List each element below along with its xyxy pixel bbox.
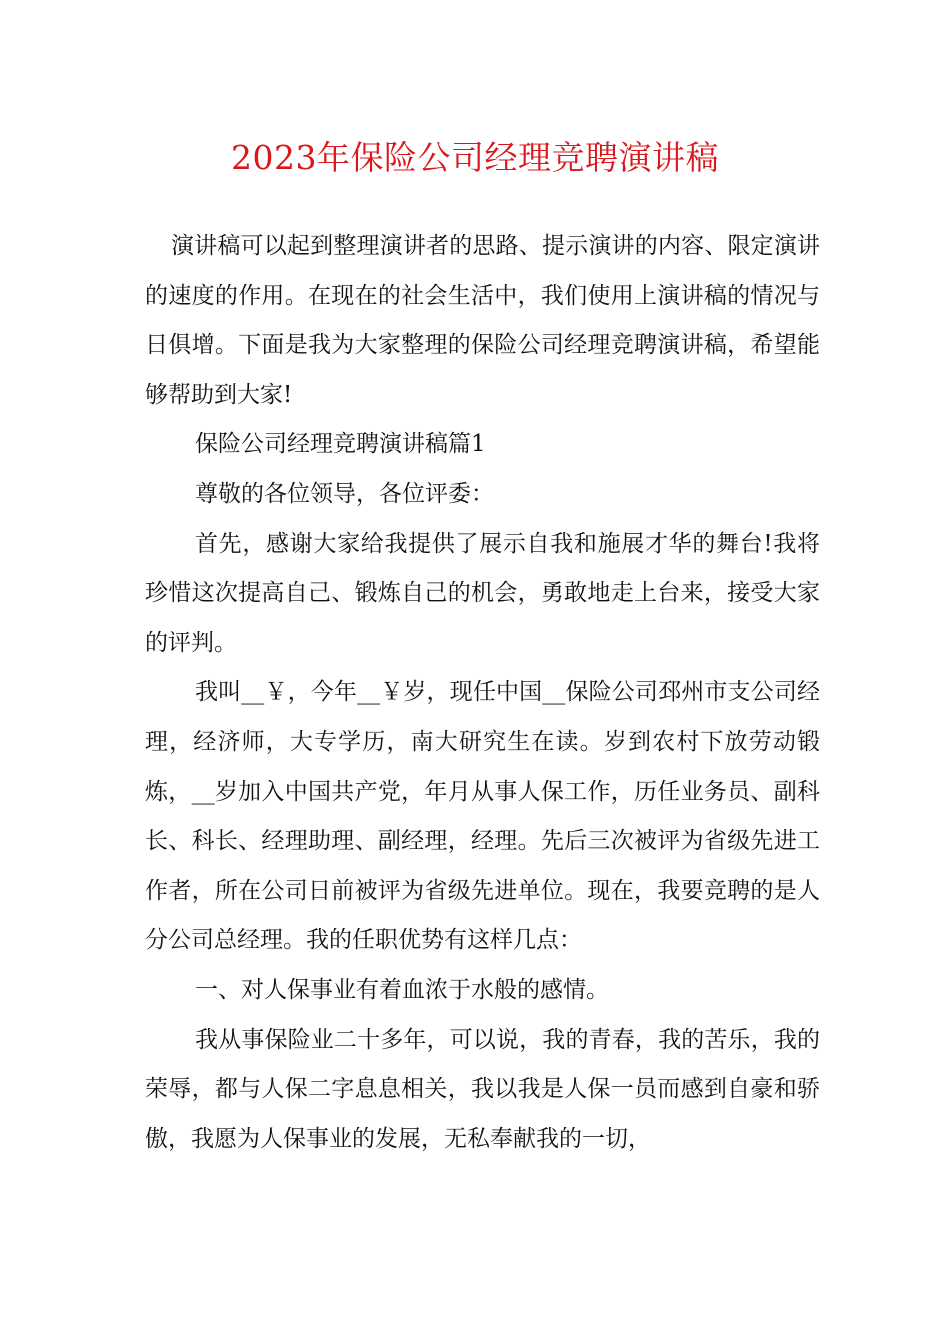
opening-paragraph: 首先，感谢大家给我提供了展示自我和施展才华的舞台!我将珍惜这次提高自己、锻炼自己的机会，勇敢地走上台来，接受大家的评判。: [145, 530, 820, 656]
point-one-paragraph: 我从事保险业二十多年，可以说，我的青春，我的苦乐，我的荣辱，都与人保二字息息相关，我以我是人保一员而感到自豪和骄傲，我愿为人保事业的发展，无私奉献我的一切，: [145, 1026, 820, 1152]
self-introduction-paragraph: 我叫__￥，今年__￥岁，现任中国__保险公司邳州市支公司经理，经济师，大专学历，南大研究生在读。岁到农村下放劳动锻炼，__岁加入中国共产党，年月从事人保工作，历任业务员、副科长、科长、经理助理、副经理，经理。先后三次被评为省级先进工作者，所在公司日前被评为省级先进单位。现在，我要竞聘的是人分公司总经理。我的任职优势有这样几点：: [145, 679, 820, 954]
section-heading: 保险公司经理竞聘演讲稿篇1: [195, 431, 486, 458]
document-title: 2023年保险公司经理竞聘演讲稿: [231, 138, 719, 177]
salutation-paragraph: 尊敬的各位领导，各位评委：: [195, 480, 494, 507]
document-body: [145, 222, 820, 1164]
intro-paragraph: 演讲稿可以起到整理演讲者的思路、提示演讲的内容、限定演讲的速度的作用。在现在的社会生活中，我们使用上演讲稿的情况与日俱增。下面是我为大家整理的保险公司经理竞聘演讲稿，希望能够帮助到大家!: [145, 233, 820, 408]
point-one-heading: 一、对人保事业有着血浓于水般的感情。: [195, 976, 609, 1003]
